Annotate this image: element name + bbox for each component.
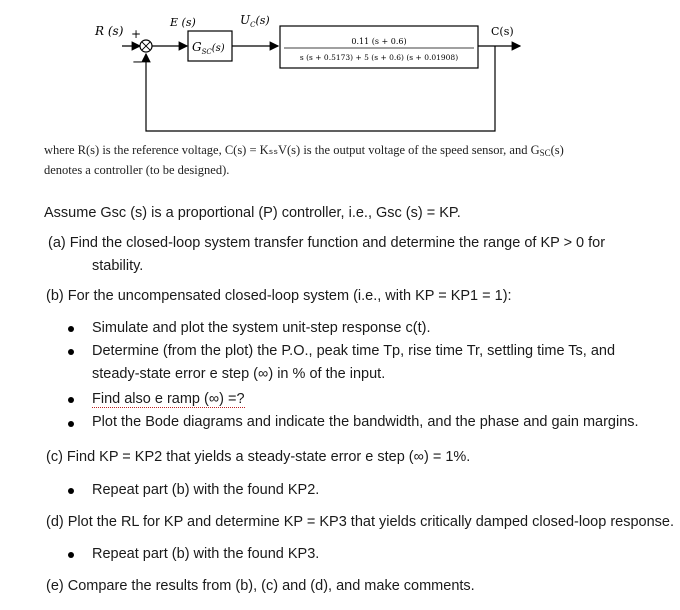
svg-text:UC(s) [240,13,270,29]
minus-sign: − [132,55,143,70]
part-b-bullet2-line2: steady-state error e step (∞) in % of the input. [92,366,386,382]
control-signal-label: U [240,13,251,27]
bullet [68,421,74,427]
part-a-line1: (a) Find the closed-loop system transfer function and determine the range of KP > 0 for [48,235,606,251]
part-b-bullet4: Plot the Bode diagrams and indicate the bandwidth, and the phase and gain margins. [92,414,639,430]
controller-arg: (s) [211,43,225,54]
part-e-line: (e) Compare the results from (b), (c) and (d), and make comments. [46,578,475,594]
summing-junction [140,40,152,52]
diagram-caption [44,142,674,179]
controller-label: G [192,40,202,54]
control-signal-arg: (s) [255,14,270,27]
plus-sign: + [131,27,142,41]
block-diagram [0,0,680,138]
input-label: R (s) [95,24,124,38]
caption-line1-sub: SC [539,148,551,158]
part-a-line2: stability. [92,258,144,274]
part-b-bullet3: Find also e ramp (∞) =? [92,391,245,407]
bullet [68,349,74,355]
plant-denominator: s (s + 0.5173) + 5 (s + 0.6) (s + 0.01908) [299,53,459,62]
part-d-bullet: Repeat part (b) with the found KP3. [92,546,320,562]
control-signal-sub: C [250,21,256,29]
bullet [68,397,74,403]
caption-line1-end: (s) [550,143,564,157]
part-c-bullet: Repeat part (b) with the found KP2. [92,482,320,498]
caption-line1: where R(s) is the reference voltage, C(s) = KₛₛV(s) is the output voltage of the speed sensor, and G [44,143,540,157]
part-c-line: (c) Find KP = KP2 that yields a steady-state error e step (∞) = 1%. [46,449,471,465]
part-d-line: (d) Plot the RL for KP and determine KP = KP3 that yields critically damped closed-loop response. [46,514,674,530]
controller-sub: SC [201,48,212,56]
plant-numerator: 0.11 (s + 0.6) [351,37,407,46]
bullet [68,326,74,332]
bullet [68,552,74,558]
output-label: C(s) [491,25,514,38]
error-label: E (s) [170,16,196,29]
part-b-line: (b) For the uncompensated closed-loop system (i.e., with KP = KP1 = 1): [46,288,512,304]
bullet [68,488,74,494]
part-b-bullet1: Simulate and plot the system unit-step response c(t). [92,320,431,336]
caption-line2: denotes a controller (to be designed). [44,163,230,177]
part-b-bullet2-line1: Determine (from the plot) the P.O., peak time Tp, rise time Tr, settling time Ts, and [92,343,616,359]
assume-line: Assume Gsc (s) is a proportional (P) controller, i.e., Gsc (s) = KP. [44,205,461,221]
